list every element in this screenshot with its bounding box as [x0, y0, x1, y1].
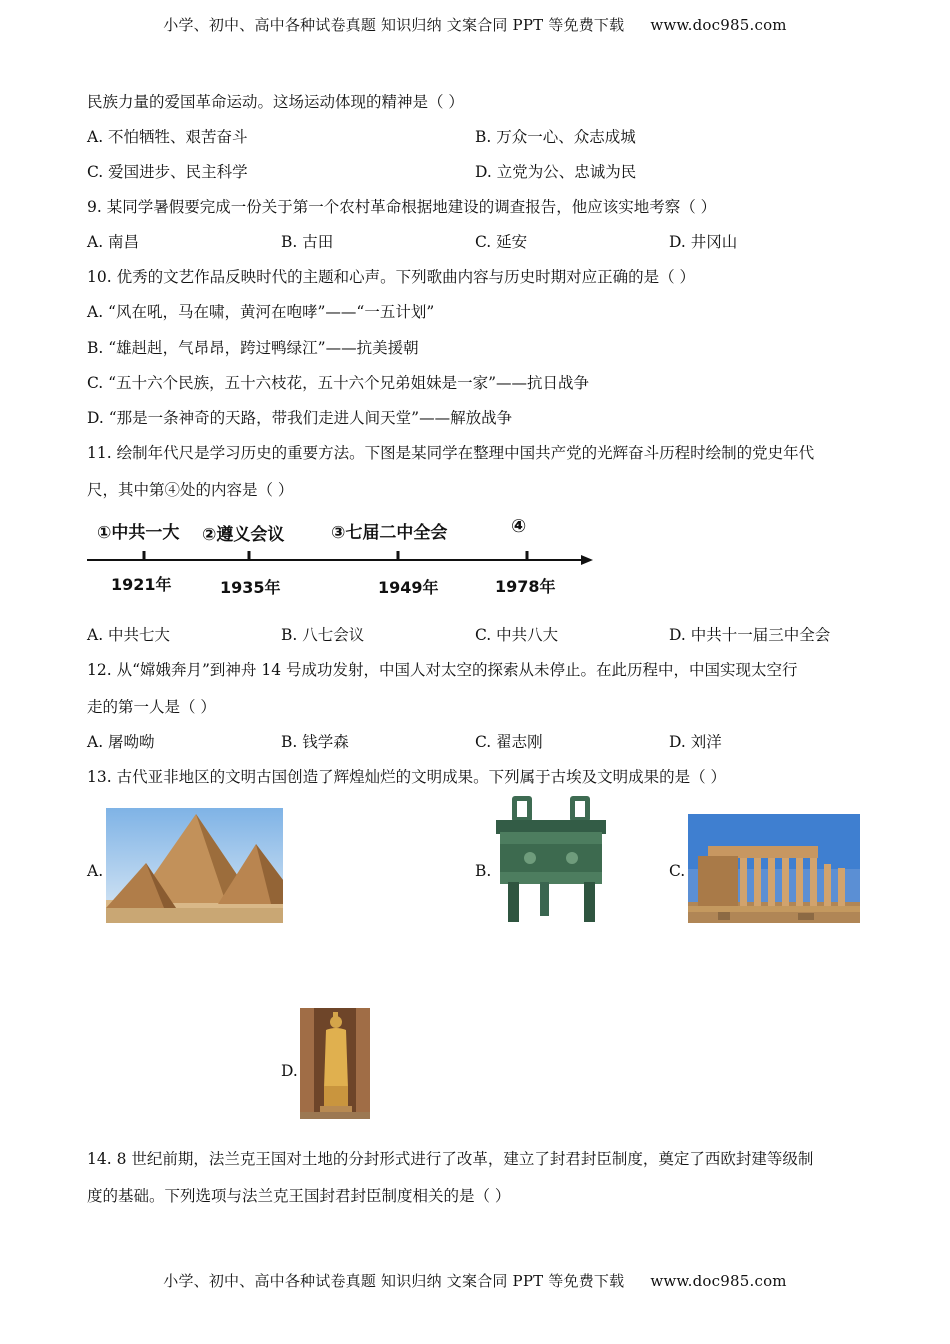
q9-option-a[interactable]: A. 南昌 — [87, 233, 140, 251]
q12-option-a[interactable]: A. 屠呦呦 — [87, 733, 155, 751]
timeline-event-1: ①中共一大 — [97, 523, 180, 543]
q11-option-b[interactable]: B. 八七会议 — [281, 626, 365, 644]
q8-option-a[interactable]: A. 不怕牺牲、艰苦奋斗 — [87, 128, 248, 146]
bronze-ding-image[interactable] — [490, 796, 612, 924]
q10-option-a[interactable]: A. “风在吼，马在啸，黄河在咆哮”——“一五计划” — [87, 303, 435, 321]
q8-continuation: 民族力量的爱国革命运动。这场运动体现的精神是（ ） — [87, 93, 464, 111]
q10-option-b[interactable]: B. “雄赳赳，气昂昂，跨过鸭绿江”——抗美援朝 — [87, 339, 419, 357]
q14-stem-line2: 度的基础。下列选项与法兰克王国封君封臣制度相关的是（ ） — [87, 1187, 511, 1205]
q10-option-d[interactable]: D. “那是一条神奇的天路，带我们走进人间天堂”——解放战争 — [87, 409, 513, 427]
q11-stem-line2: 尺，其中第④处的内容是（ ） — [87, 481, 294, 499]
q12-option-d[interactable]: D. 刘洋 — [669, 733, 722, 751]
q13-stem: 13. 古代亚非地区的文明古国创造了辉煌灿烂的文明成果。下列属于古埃及文明成果的是（ ） — [87, 768, 727, 786]
buddha-statue-image[interactable] — [300, 1008, 370, 1119]
header-text: 小学、初中、高中各种试卷真题 知识归纳 文案合同 PPT 等免费下载 — [163, 16, 625, 34]
timeline-event-2: ②遵义会议 — [202, 525, 285, 545]
q11-option-c[interactable]: C. 中共八大 — [475, 626, 559, 644]
timeline-event-4: ④ — [511, 516, 527, 537]
q12-option-c[interactable]: C. 翟志刚 — [475, 733, 543, 751]
q9-stem: 9. 某同学暑假要完成一份关于第一个农村革命根据地建设的调查报告，他应该实地考察（ ） — [87, 198, 717, 216]
q12-stem-line1: 12. 从“嫦娥奔月”到神舟 14 号成功发射，中国人对太空的探索从未停止。在此历程中，中国实现太空行 — [87, 661, 798, 679]
timeline-event-3: ③七届二中全会 — [331, 523, 448, 543]
q12-option-b[interactable]: B. 钱学森 — [281, 733, 349, 751]
q8-option-d[interactable]: D. 立党为公、忠诚为民 — [475, 163, 637, 181]
header-site[interactable]: www.doc985.com — [650, 16, 787, 34]
footer-site[interactable]: www.doc985.com — [650, 1272, 787, 1290]
footer-text: 小学、初中、高中各种试卷真题 知识归纳 文案合同 PPT 等免费下载 — [163, 1272, 625, 1290]
timeline-axis — [85, 548, 597, 572]
q9-option-b[interactable]: B. 古田 — [281, 233, 334, 251]
greek-temple-image[interactable] — [688, 814, 860, 923]
timeline-year-2: 1935年 — [220, 578, 281, 597]
timeline-year-1: 1921年 — [111, 575, 172, 594]
timeline-year-4: 1978年 — [495, 577, 556, 596]
q8-option-c[interactable]: C. 爱国进步、民主科学 — [87, 163, 248, 181]
q11-stem-line1: 11. 绘制年代尺是学习历史的重要方法。下图是某同学在整理中国共产党的光辉奋斗历程时绘制的党史年代 — [87, 444, 815, 462]
page-header — [0, 14, 950, 35]
timeline-year-3: 1949年 — [378, 578, 439, 597]
q13-label-b[interactable]: B. — [475, 862, 492, 880]
q12-stem-line2: 走的第一人是（ ） — [87, 698, 216, 716]
q8-option-b[interactable]: B. 万众一心、众志成城 — [475, 128, 636, 146]
q10-stem: 10. 优秀的文艺作品反映时代的主题和心声。下列歌曲内容与历史时期对应正确的是（ ） — [87, 268, 696, 286]
q13-label-c[interactable]: C. — [669, 862, 686, 880]
q13-label-d[interactable]: D. — [281, 1062, 298, 1080]
q9-option-c[interactable]: C. 延安 — [475, 233, 528, 251]
q13-label-a[interactable]: A. — [87, 862, 104, 880]
pyramids-image[interactable] — [106, 808, 283, 923]
page-footer — [0, 1270, 950, 1291]
q10-option-c[interactable]: C. “五十六个民族，五十六枝花，五十六个兄弟姐妹是一家”——抗日战争 — [87, 374, 590, 392]
q14-stem-line1: 14. 8 世纪前期，法兰克王国对土地的分封形式进行了改革，建立了封君封臣制度，奠定了西欧封建等级制 — [87, 1150, 814, 1168]
q9-option-d[interactable]: D. 井冈山 — [669, 233, 738, 251]
q11-option-a[interactable]: A. 中共七大 — [87, 626, 171, 644]
q11-option-d[interactable]: D. 中共十一届三中全会 — [669, 626, 831, 644]
